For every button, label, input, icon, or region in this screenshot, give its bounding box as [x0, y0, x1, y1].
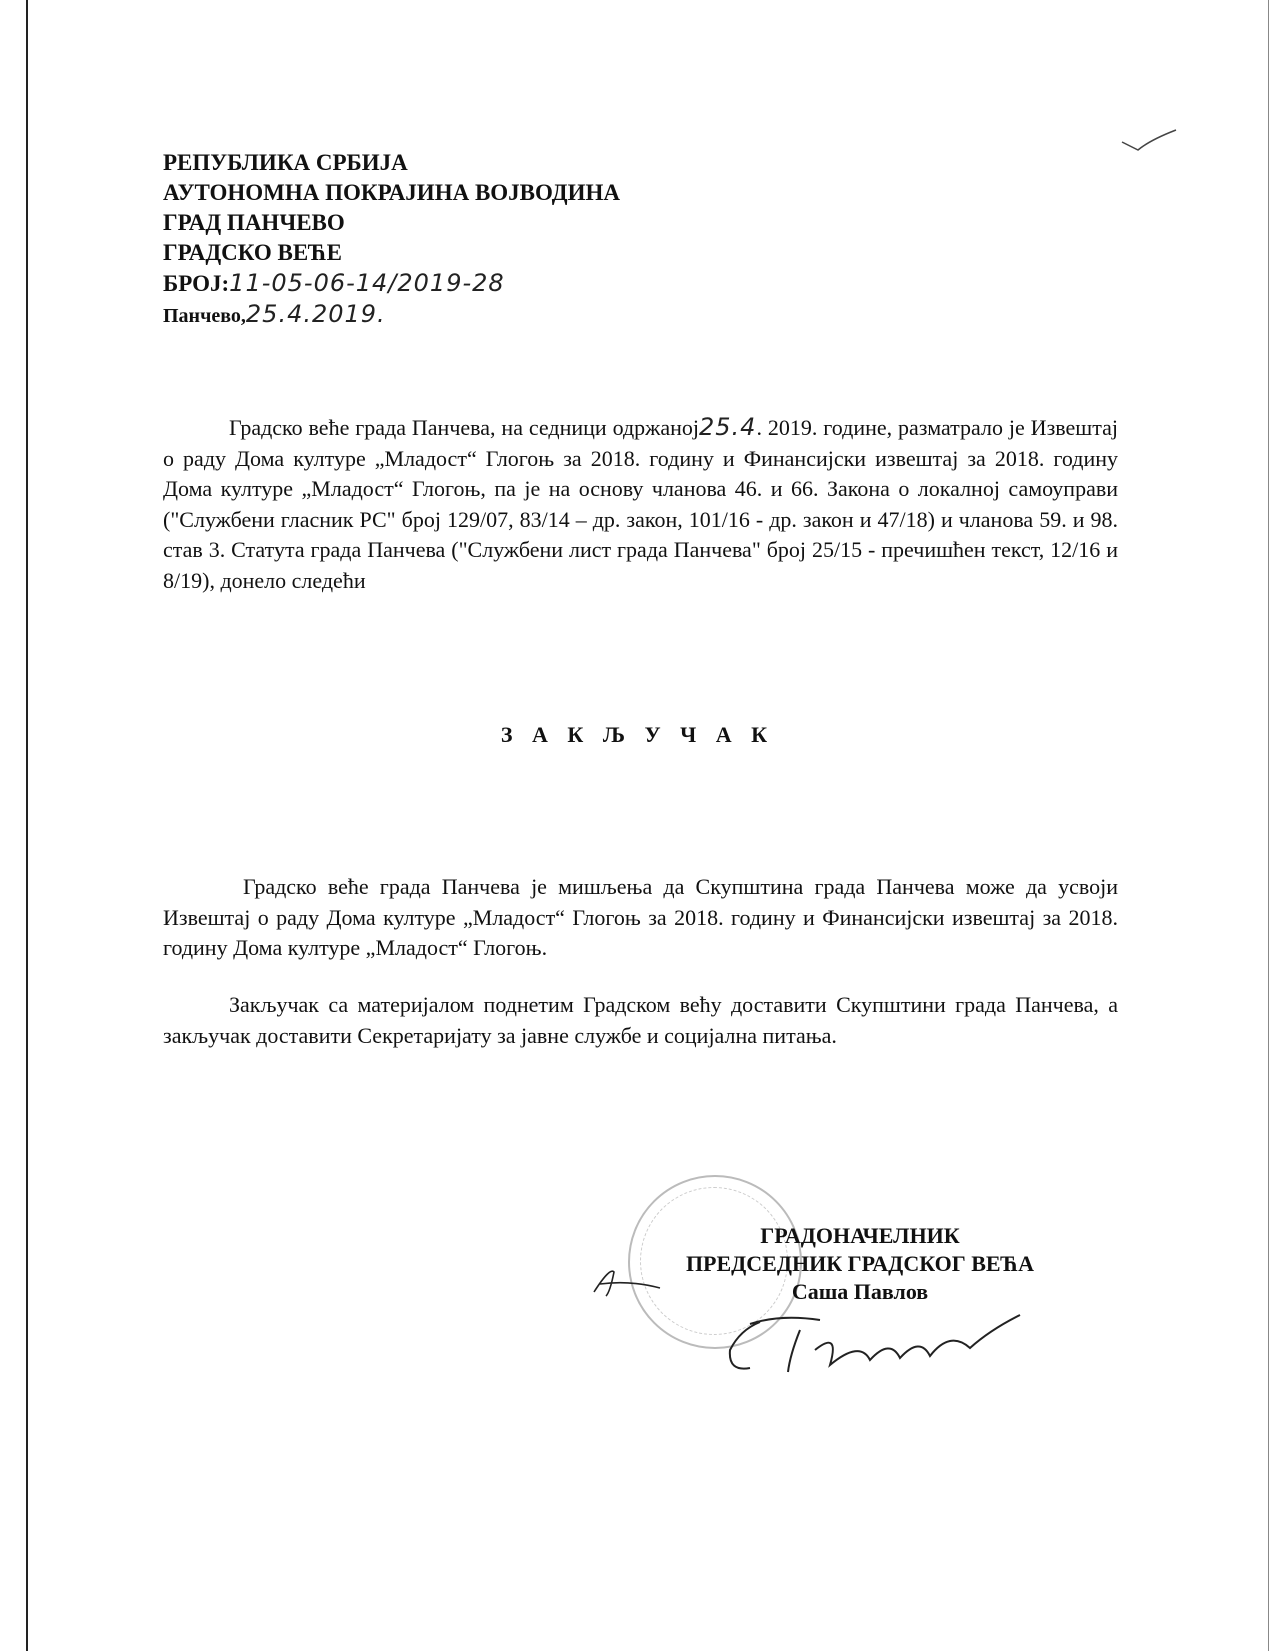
document-header: [163, 148, 620, 331]
signature-block: [640, 1222, 1080, 1306]
handwritten-session-date: 25.4: [699, 413, 757, 441]
scan-left-edge: [0, 0, 28, 1651]
check-mark: [1120, 128, 1180, 158]
header-city: ГРАД ПАНЧЕВО: [163, 210, 345, 235]
document-title: З А К Љ У Ч А К: [500, 722, 775, 747]
conclusion-paragraph-1: Градско веће града Панчева је мишљења да Скупштина града Панчева може да усвоји Извештај о раду Дома културе „Младост“ Глогоњ за 2018. годину и Финансијски извештај за 2018. годину Дома културе „Младост“ Глогоњ.: [163, 874, 1118, 960]
signatory-name: Саша Павлов: [791, 1279, 929, 1304]
handwritten-initial: [590, 1262, 670, 1302]
signatory-title-mayor: ГРАДОНАЧЕЛНИК: [760, 1223, 960, 1248]
handwritten-date: 25.4.2019.: [245, 300, 386, 328]
header-province: АУТОНОМНА ПОКРАЈИНА ВОЈВОДИНА: [163, 180, 620, 205]
conclusion-paragraph-2: Закључак са материјалом поднетим Градском већу доставити Скупштини града Панчева, а закључак доставити Секретаријату за јавне службе и социјална питања.: [163, 992, 1118, 1048]
intro-paragraph: Градско веће града Панчева, на седници одржаној25.4. 2019. године, разматрало је Извештај о раду Дома културе „Младост“ Глогоњ за 2018. годину и Финансијски извештај за 2018. годину Дома културе „Младост“ Глогоњ, па је на основу чланова 46. и 66. Закона о локалној самоуправи ("Службени гласник РС" број 129/07, 83/14 – др. закон, 101/16 - др. закон и 47/18) и чланова 59. и 98. став 3. Статута града Панчева ("Службени лист града Панчева" број 25/15 - пречишћен текст, 12/16 и 8/19), донело следећи: [163, 413, 1118, 593]
signatory-title-president: ПРЕДСЕДНИК ГРАДСКОГ ВЕЋА: [685, 1251, 1035, 1276]
scan-right-edge: [1268, 0, 1275, 1651]
handwritten-signature: [720, 1310, 1030, 1380]
document-place-date: Панчево,25.4.2019.: [163, 300, 386, 328]
handwritten-number: 11-05-06-14/2019-28: [229, 269, 505, 297]
document-number: БРОЈ:11-05-06-14/2019-28: [163, 269, 505, 297]
header-council: ГРАДСКО ВЕЋЕ: [163, 240, 342, 265]
header-republic: РЕПУБЛИКА СРБИЈА: [163, 150, 408, 175]
